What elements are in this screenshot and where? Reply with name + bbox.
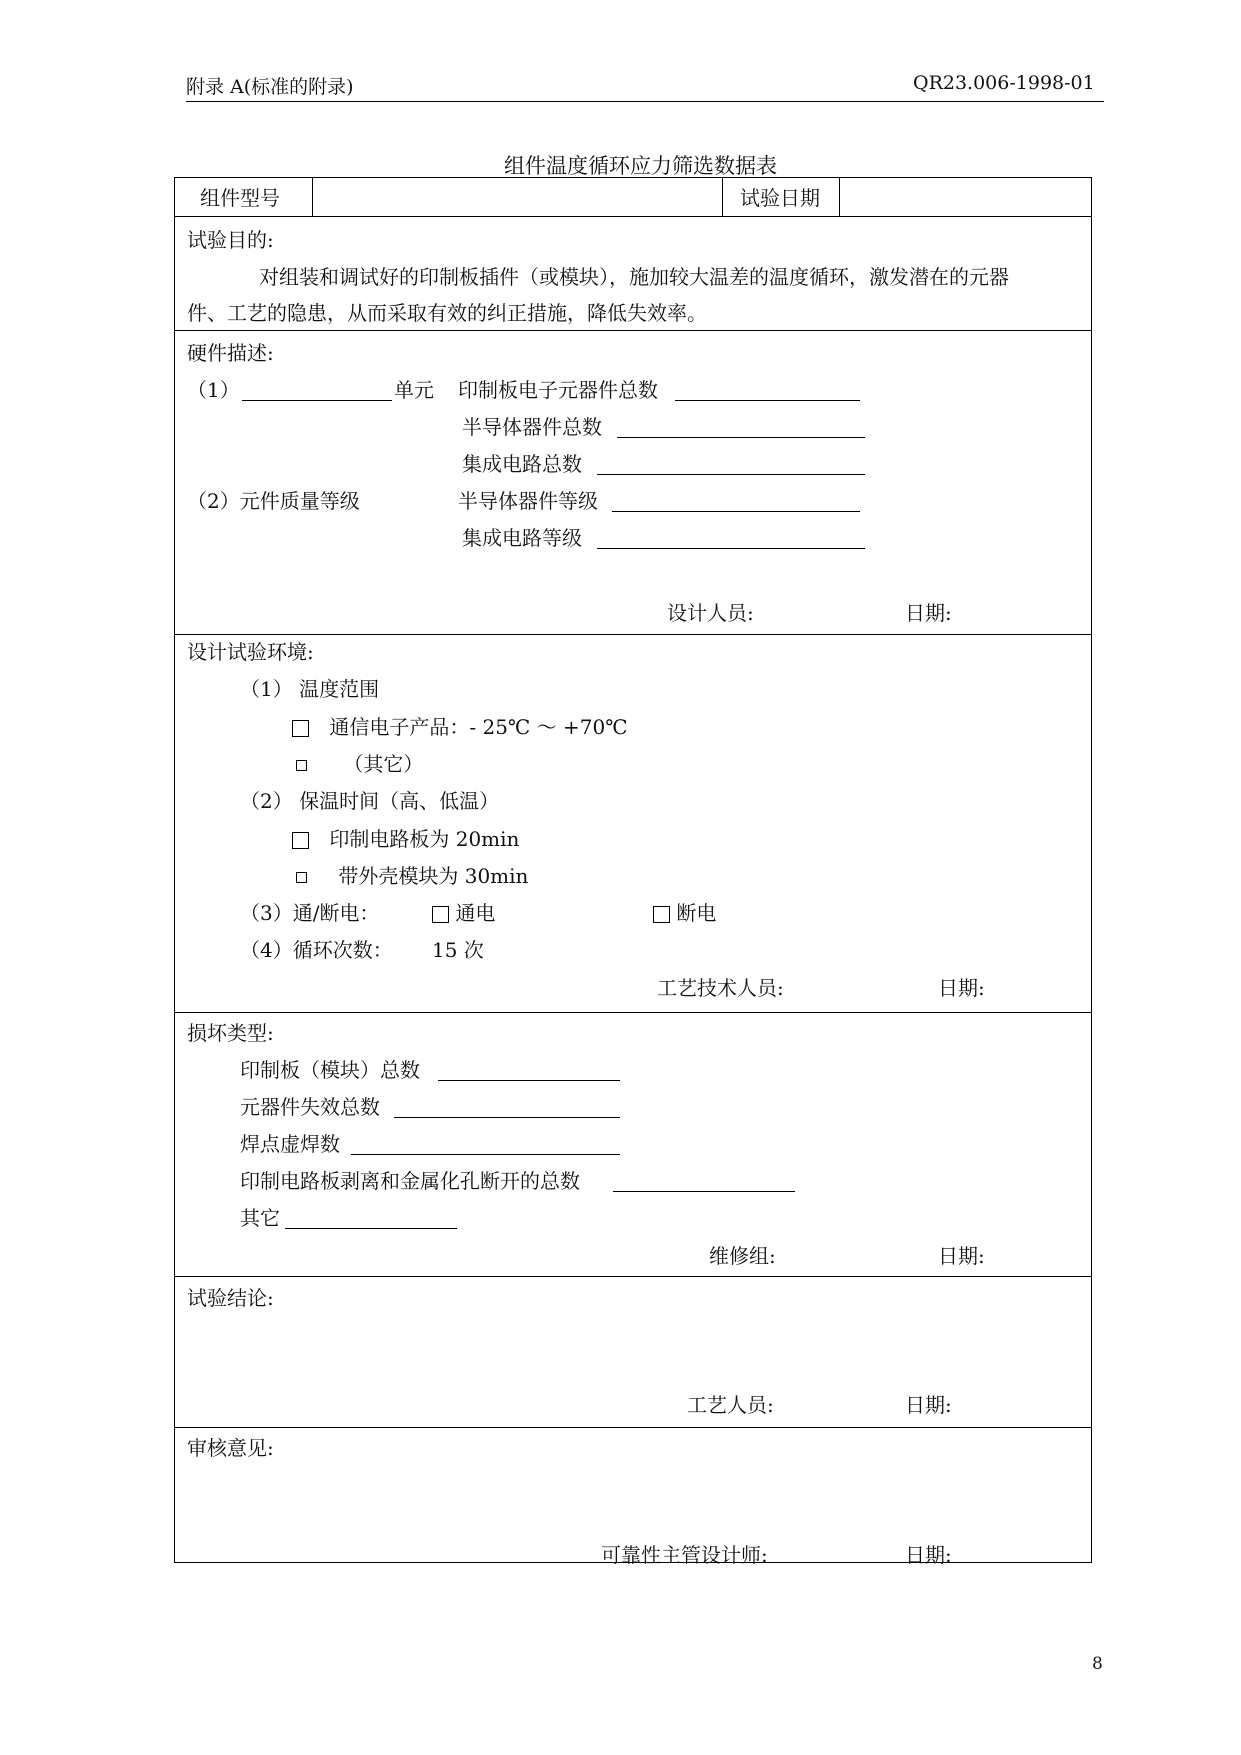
- unit-blank[interactable]: [242, 400, 392, 401]
- cycles-label: （4）循环次数：: [240, 938, 393, 962]
- telecom-label: 通信电子产品：- 25℃ ～ +70℃: [329, 715, 628, 739]
- purpose-text-line1: 对组装和调试好的印制板插件（或模块），施加较大温差的温度循环，激发潜在的元器: [259, 265, 1009, 289]
- power-off-checkbox[interactable]: [653, 906, 670, 923]
- damage-other-label: 其它: [240, 1206, 280, 1230]
- module-checkbox[interactable]: [296, 872, 307, 883]
- hold-time-label: （2） 保温时间（高、低温）: [240, 789, 500, 813]
- col-divider: [722, 178, 723, 216]
- header-doc-code: QR23.006-1998-01: [913, 72, 1095, 94]
- temp-range-label: （1） 温度范围: [240, 677, 380, 701]
- unit-label: 单元: [394, 378, 434, 402]
- header-rule: [186, 101, 1104, 102]
- row-divider: [175, 1276, 1091, 1277]
- damage-heading: 损坏类型:: [187, 1021, 274, 1045]
- process-staff-label: 工艺人员:: [687, 1393, 774, 1417]
- power-label: （3）通/断电：: [240, 901, 380, 925]
- ic-total-label: 集成电路总数: [462, 452, 582, 476]
- semiconductor-grade-label: 半导体器件等级: [458, 489, 598, 513]
- ic-total-blank[interactable]: [597, 474, 865, 475]
- pcb-option[interactable]: [292, 827, 519, 851]
- cold-solder-label: 焊点虚焊数: [240, 1132, 340, 1156]
- power-on-label: 通电: [455, 901, 496, 925]
- col-divider: [839, 178, 840, 216]
- other-temp-label: （其它）: [343, 752, 424, 776]
- test-date-label: 试验日期: [740, 186, 820, 210]
- repair-group-label: 维修组:: [709, 1244, 776, 1268]
- model-label: 组件型号: [200, 186, 280, 210]
- conclusion-heading: 试验结论:: [187, 1286, 274, 1310]
- header-left: 附录 A(标准的附录): [186, 76, 354, 98]
- environment-heading: 设计试验环境:: [187, 640, 314, 664]
- tech-staff-date-label: 日期:: [938, 976, 985, 1000]
- process-date-label: 日期:: [905, 1393, 952, 1417]
- row-divider: [175, 330, 1091, 331]
- power-on-checkbox[interactable]: [432, 906, 449, 923]
- power-off-option[interactable]: [653, 901, 716, 925]
- pcb-delam-blank[interactable]: [613, 1191, 795, 1192]
- module-option[interactable]: [296, 864, 528, 888]
- row-divider: [175, 1427, 1091, 1428]
- ic-grade-blank[interactable]: [597, 548, 865, 549]
- other-temp-option[interactable]: [296, 752, 423, 776]
- pcb-total-label: 印制板（模块）总数: [240, 1058, 420, 1082]
- component-failures-blank[interactable]: [394, 1117, 620, 1118]
- telecom-checkbox[interactable]: [292, 720, 309, 737]
- power-on-option[interactable]: [432, 901, 495, 925]
- review-date-label: 日期:: [905, 1543, 952, 1567]
- quality-grade-label: （2）元件质量等级: [187, 489, 360, 513]
- telecom-option[interactable]: [292, 715, 628, 739]
- semiconductor-total-blank[interactable]: [617, 437, 865, 438]
- form-title: 组件温度循环应力筛选数据表: [504, 154, 777, 178]
- page-number: 8: [1092, 1654, 1103, 1674]
- data-form: [174, 177, 1092, 1567]
- pcb-label: 印制电路板为 20min: [329, 827, 520, 851]
- module-label: 带外壳模块为 30min: [338, 864, 529, 888]
- semiconductor-total-label: 半导体器件总数: [462, 415, 602, 439]
- designer-date-label: 日期:: [905, 601, 952, 625]
- semiconductor-grade-blank[interactable]: [612, 511, 860, 512]
- row-divider: [175, 1012, 1091, 1013]
- item1-prefix: （1）: [187, 378, 240, 402]
- pcb-checkbox[interactable]: [292, 832, 309, 849]
- damage-other-blank[interactable]: [285, 1228, 457, 1229]
- total-components-blank[interactable]: [675, 400, 860, 401]
- reliability-designer-label: 可靠性主管设计师:: [601, 1543, 768, 1567]
- component-failures-label: 元器件失效总数: [240, 1095, 380, 1119]
- hardware-heading: 硬件描述:: [187, 341, 274, 365]
- power-off-label: 断电: [676, 901, 717, 925]
- pcb-total-blank[interactable]: [438, 1080, 620, 1081]
- tech-staff-label: 工艺技术人员:: [657, 976, 784, 1000]
- col-divider: [312, 178, 313, 216]
- review-heading: 审核意见:: [187, 1436, 274, 1460]
- total-components-label: 印制板电子元器件总数: [458, 378, 658, 402]
- designer-label: 设计人员:: [667, 601, 754, 625]
- pcb-delam-label: 印制电路板剥离和金属化孔断开的总数: [240, 1169, 580, 1193]
- cycles-value: 15 次: [432, 938, 484, 962]
- purpose-text-line2: 件、工艺的隐患，从而采取有效的纠正措施，降低失效率。: [187, 301, 707, 325]
- other-temp-checkbox[interactable]: [296, 760, 307, 771]
- purpose-heading: 试验目的:: [187, 228, 274, 252]
- ic-grade-label: 集成电路等级: [462, 526, 582, 550]
- row-divider: [175, 216, 1091, 217]
- repair-date-label: 日期:: [938, 1244, 985, 1268]
- cold-solder-blank[interactable]: [351, 1154, 620, 1155]
- row-divider: [175, 634, 1091, 635]
